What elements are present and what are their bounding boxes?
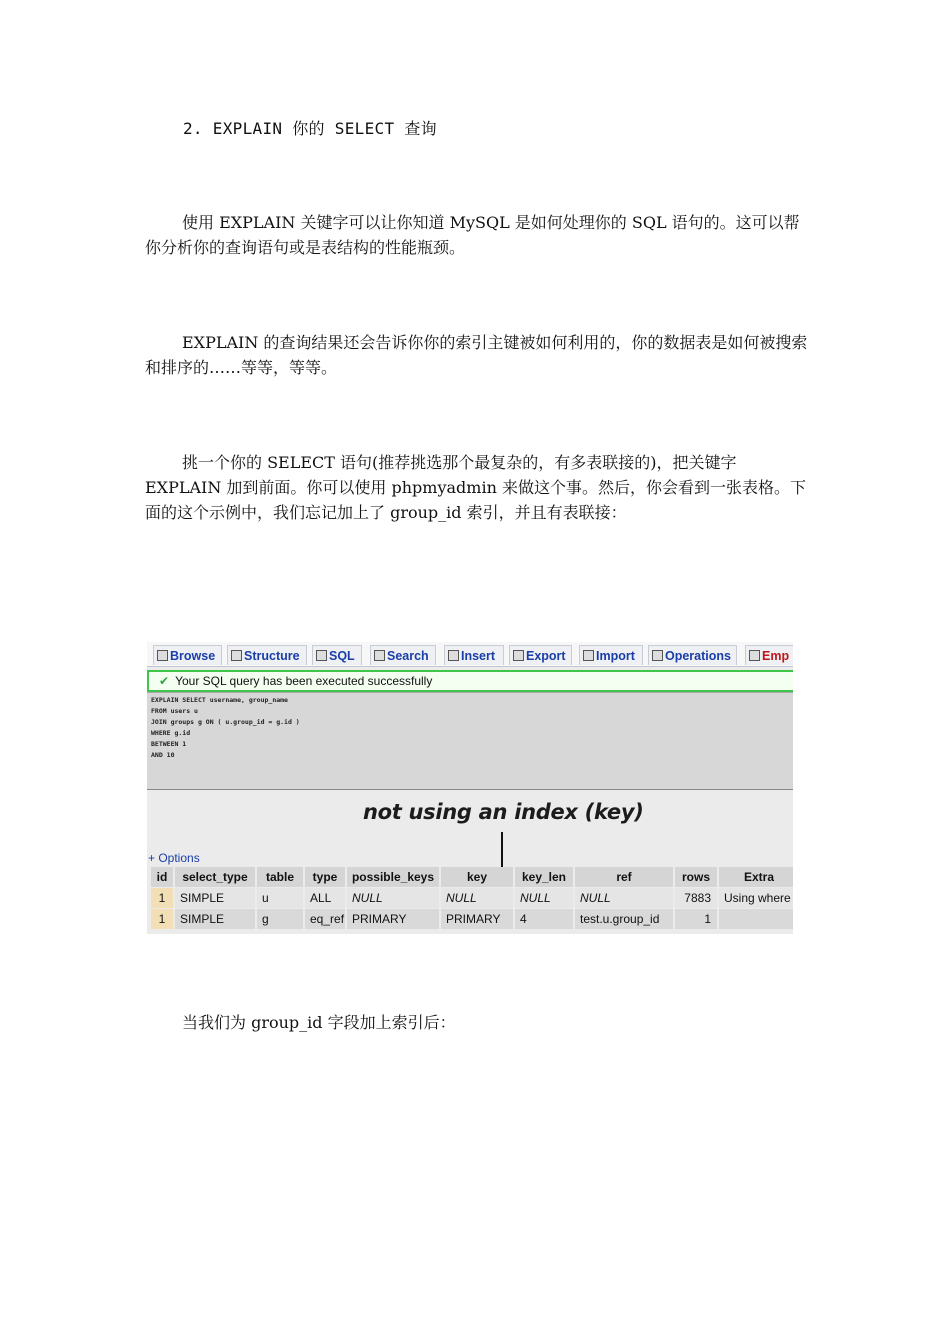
tab-empty[interactable]: Emp [745,645,793,665]
table-header-cell: key_len [515,867,573,887]
table-cell: PRIMARY [441,909,513,929]
table-cell: SIMPLE [175,909,255,929]
tab-insert[interactable]: Insert [444,645,504,665]
success-message: ✔ Your SQL query has been executed successfully [147,670,793,692]
table-cell: eq_ref [305,909,345,929]
tab-structure[interactable]: Structure [227,645,307,665]
check-icon: ✔ [159,674,170,688]
operations-icon [652,650,663,661]
options-link[interactable]: + Options [148,851,200,865]
insert-icon [448,650,459,661]
tab-import[interactable]: Import [579,645,643,665]
table-cell [719,909,793,929]
paragraph-1: 使用 EXPLAIN 关键字可以让你知道 MySQL 是如何处理你的 SQL 语句的。这可以帮你分析你的查询语句或是表结构的性能瓶颈。 [145,213,800,257]
empty-icon [749,650,760,661]
paragraph-2: EXPLAIN 的查询结果还会告诉你你的索引主键被如何利用的，你的数据表是如何被搜索和排序的……等等，等等。 [145,333,808,377]
section-heading: 2. EXPLAIN 你的 SELECT 查询 [183,119,437,138]
table-header-cell: type [305,867,345,887]
table-cell: NULL [515,888,573,908]
browse-icon [157,650,168,661]
sql-line: BETWEEN 1 [151,740,187,748]
table-cell: Using where [719,888,793,908]
table-header-cell: possible_keys [347,867,439,887]
table-cell: u [257,888,303,908]
tab-sql[interactable]: SQL [312,645,362,665]
table-header-cell: id [151,867,173,887]
tab-export[interactable]: Export [509,645,572,665]
phpmyadmin-screenshot [147,642,793,934]
sql-line: AND 10 [151,751,175,759]
tab-browse[interactable]: Browse [153,645,222,665]
sql-line: JOIN groups g ON ( u.group_id = g.id ) [151,718,300,726]
sql-icon [316,650,327,661]
sql-line: WHERE g.id [151,729,191,737]
tab-operations[interactable]: Operations [648,645,737,665]
table-header-cell: rows [675,867,717,887]
sql-line: EXPLAIN SELECT username, group_name [151,696,288,704]
table-header-cell: key [441,867,513,887]
sql-line: FROM users u [151,707,198,715]
import-icon [583,650,594,661]
paragraph-3: 挑一个你的 SELECT 语句(推荐挑选那个最复杂的，有多表联接的)，把关键字 EXPLAIN 加到前面。你可以使用 phpmyadmin 来做这个事。然后，你会看到一张表格。下面的这个示例中，我们忘记加上了 group_id 索引，并且有表联接： [145,453,806,522]
table-header-cell: Extra [719,867,793,887]
table-header-cell: ref [575,867,673,887]
table-cell: NULL [347,888,439,908]
table-cell: PRIMARY [347,909,439,929]
annotation-text: not using an index (key) [363,800,644,824]
table-cell: ALL [305,888,345,908]
table-cell: SIMPLE [175,888,255,908]
search-icon [374,650,385,661]
tab-bar [147,642,793,667]
structure-icon [231,650,242,661]
table-header-cell: select_type [175,867,255,887]
table-cell: 4 [515,909,573,929]
export-icon [513,650,524,661]
table-cell: 1 [151,909,173,929]
sql-query-box [147,692,793,790]
table-cell: NULL [441,888,513,908]
table-cell: 1 [151,888,173,908]
table-cell: g [257,909,303,929]
table-header-cell: table [257,867,303,887]
table-cell: 1 [675,909,717,929]
tab-search[interactable]: Search [370,645,436,665]
table-cell: NULL [575,888,673,908]
table-cell: 7883 [675,888,717,908]
table-cell: test.u.group_id [575,909,673,929]
paragraph-4: 当我们为 group_id 字段加上索引后： [182,1013,456,1032]
